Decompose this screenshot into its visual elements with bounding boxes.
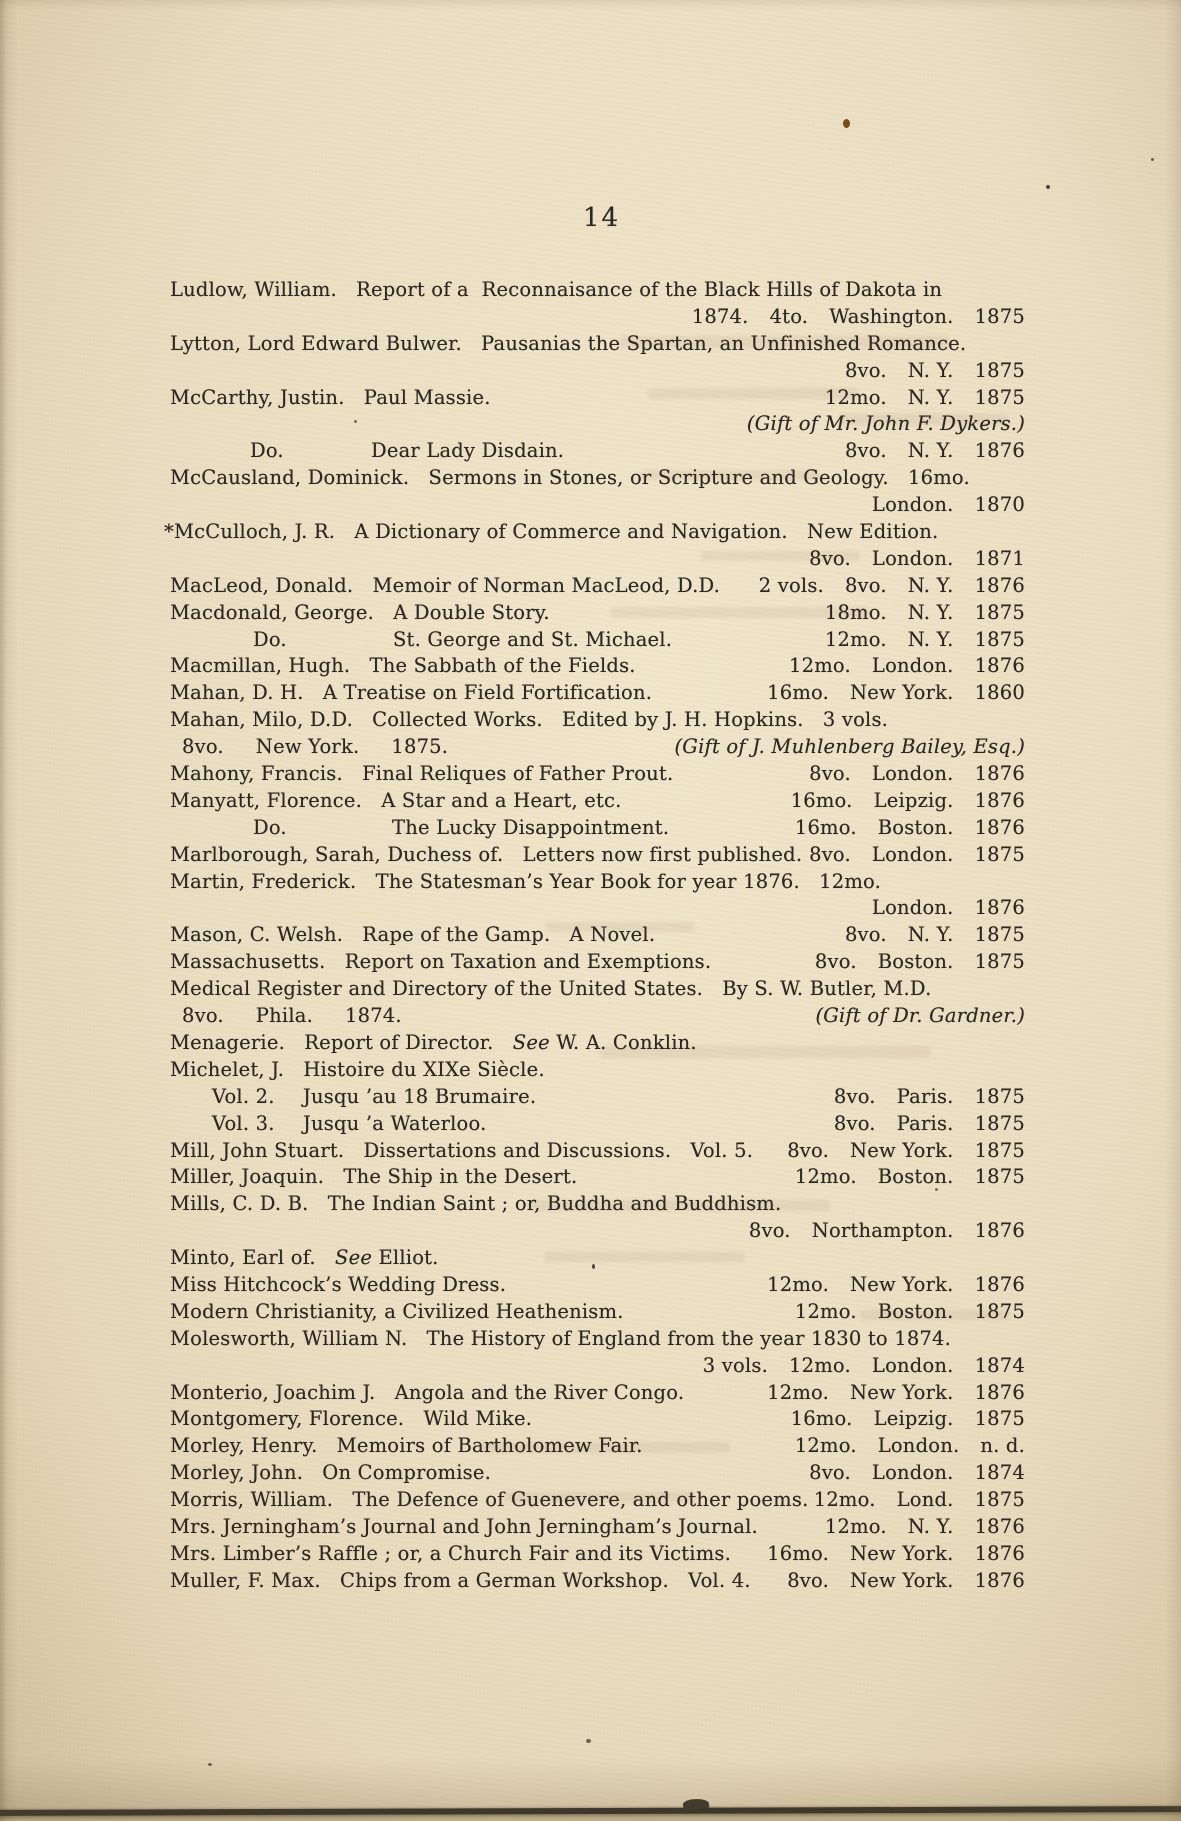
entry-col: 8vo. (787, 1138, 830, 1162)
entry-title: Dear Lady Disdain. (371, 439, 565, 463)
entry-columns (845, 923, 1025, 946)
catalog-line-1 (170, 278, 1025, 305)
entry-col: London. (871, 1461, 954, 1485)
entry-col: London. (871, 762, 954, 786)
entry-text-italic: See (512, 1030, 550, 1054)
entry-col: Boston. (877, 815, 954, 839)
entry-col: London. (871, 654, 954, 678)
entry-col: N. Y. (907, 358, 954, 382)
entry-col: 1860 (974, 681, 1025, 705)
catalog-line-17 (170, 708, 1025, 735)
entry-columns (703, 1354, 1025, 1377)
paper-speck (592, 1264, 595, 1269)
catalog-line-33 (170, 1139, 1025, 1166)
entry-col: 1876 (974, 1272, 1025, 1296)
entry-left: Mahony, Francis. Final Reliques of Father Prout. (170, 762, 674, 786)
entry-col: 3 vols. (702, 1353, 769, 1377)
catalog-line-26 (170, 950, 1025, 977)
entry-col: Leipzig. (873, 788, 954, 812)
entry-col: 1876 (974, 654, 1025, 678)
catalog-line-5 (170, 386, 1025, 413)
entry-col: (Gift of J. Muhlenberg Bailey, Esq.) (674, 735, 1025, 759)
entry-left (170, 1246, 439, 1269)
catalog-line-41 (170, 1354, 1025, 1381)
entry-col: n. d. (980, 1434, 1025, 1458)
entry-col: 8vo. (814, 950, 857, 974)
entry-col: 12mo. (767, 1272, 830, 1296)
entry-col: (Gift of Dr. Gardner.) (815, 1004, 1025, 1028)
entry-col: New York. (850, 1541, 954, 1565)
catalog-line-16 (170, 681, 1025, 708)
entry-columns (787, 1139, 1025, 1162)
paper-speck (1151, 158, 1154, 161)
entry-col: 12mo. (813, 1488, 876, 1512)
entry-columns (809, 843, 1025, 866)
entry-col: 1875 (974, 1111, 1025, 1135)
entry-col: 1875 (974, 1165, 1025, 1189)
entry-col: 8vo. (787, 1568, 830, 1592)
entry-col: Boston. (877, 1165, 954, 1189)
entry-columns (749, 1219, 1025, 1242)
entry-columns (814, 1488, 1025, 1511)
entry-left: Mahan, Milo, D.D. Collected Works. Edited by J. H. Hopkins. 3 vols. (170, 708, 889, 732)
entry-left: Medical Register and Directory of the United States. By S. W. Butler, M.D. (170, 977, 932, 1001)
entry-col: N. Y. (907, 923, 954, 947)
entry-columns (815, 950, 1025, 973)
entry-left: Do. (250, 439, 284, 463)
entry-col: 1875 (974, 627, 1025, 651)
entry-left: Do. (253, 815, 287, 839)
catalog-line-2 (170, 305, 1025, 332)
entry-col: 1876 (974, 1514, 1025, 1538)
entry-columns (791, 789, 1025, 812)
entry-columns (795, 1434, 1025, 1457)
entry-col: 1876 (974, 1380, 1025, 1404)
entry-columns (675, 735, 1026, 758)
entry-col: 1875 (974, 1138, 1025, 1162)
catalog-line-49 (170, 1569, 1025, 1596)
catalog-line-35 (170, 1192, 1025, 1219)
entry-text: W. A. Conklin. (549, 1030, 697, 1054)
entry-col: Paris. (896, 1111, 954, 1135)
entry-col: 8vo. (833, 1111, 876, 1135)
entry-col: 1875 (974, 923, 1025, 947)
entry-columns (809, 762, 1025, 785)
catalog-line-44 (170, 1434, 1025, 1461)
entry-col: 12mo. (794, 1299, 857, 1323)
entry-col: London. (871, 896, 954, 920)
entry-columns (789, 654, 1025, 677)
entry-col: London. (871, 1353, 954, 1377)
entry-col: 12mo. (824, 385, 887, 409)
catalog-line-14 (170, 628, 1025, 655)
catalog-line-39 (170, 1300, 1025, 1327)
entry-col: 1874 (974, 1461, 1025, 1485)
entry-col: 8vo. (809, 546, 851, 570)
catalog-line-37 (170, 1246, 1025, 1273)
catalog-line-12 (170, 574, 1025, 601)
entry-col: 1876 (974, 762, 1025, 786)
catalog-line-30 (170, 1058, 1025, 1085)
entry-col: Boston. (877, 1299, 954, 1323)
entry-col: Washington. (829, 304, 954, 328)
entry-left: Miss Hitchcock’s Wedding Dress. (170, 1272, 507, 1296)
entry-columns (809, 547, 1025, 570)
catalog-line-20 (170, 789, 1025, 816)
entry-columns (791, 1407, 1025, 1430)
entry-title: Jusqu ’au 18 Brumaire. (303, 1084, 537, 1108)
entry-left: MacLeod, Donald. Memoir of Norman MacLeod, D.D. (170, 573, 721, 597)
entry-col: London. (871, 493, 954, 517)
entry-left: Do. (253, 627, 287, 651)
entry-col: 1875 (974, 1299, 1025, 1323)
entry-left: *McCulloch, J. R. A Dictionary of Commerce and Navigation. New Edition. (164, 520, 939, 544)
catalog-line-9 (170, 493, 1025, 520)
entry-columns (872, 896, 1025, 919)
entry-col: 1874. (691, 304, 749, 328)
entry-col: (Gift of Mr. John F. Dykers.) (746, 412, 1025, 436)
catalog-line-24 (170, 896, 1025, 923)
entry-left: Monterio, Joachim J. Angola and the River Congo. (170, 1380, 685, 1404)
entry-left: Morley, Henry. Memoirs of Bartholomew Fair. (170, 1434, 643, 1458)
entry-left: Vol. 3. (212, 1111, 275, 1135)
entry-col: 1870 (974, 493, 1025, 517)
catalog-line-40 (170, 1327, 1025, 1354)
catalog-line-3 (170, 332, 1025, 359)
entry-col: 1875 (974, 385, 1025, 409)
entry-left: Montgomery, Florence. Wild Mike. (170, 1407, 533, 1431)
entry-col: 16mo. (767, 681, 830, 705)
entry-columns (767, 1542, 1025, 1565)
entry-columns (825, 628, 1025, 651)
catalog-line-46 (170, 1488, 1025, 1515)
entry-left: McCarthy, Justin. Paul Massie. (170, 385, 491, 409)
entry-col: 1875 (974, 358, 1025, 382)
catalog-line-19 (170, 762, 1025, 789)
entry-columns (845, 359, 1025, 382)
page-number: 14 (582, 203, 621, 233)
catalog-line-10 (164, 520, 1025, 547)
entry-col: 1876 (974, 815, 1025, 839)
entry-columns (815, 1004, 1025, 1027)
entry-col: London. (871, 842, 954, 866)
entry-left: Modern Christianity, a Civilized Heathenism. (170, 1299, 624, 1323)
entry-col: 8vo. (809, 842, 851, 866)
paper-speck (935, 1188, 938, 1191)
entry-left: Mahan, D. H. A Treatise on Field Fortification. (170, 681, 653, 705)
entry-col: 16mo. (790, 1407, 853, 1431)
entry-col: London. (877, 1434, 960, 1458)
entry-left: McCausland, Dominick. Sermons in Stones, or Scripture and Geology. 16mo. (170, 466, 970, 490)
catalog-line-47 (170, 1515, 1025, 1542)
catalog-line-11 (170, 547, 1025, 574)
entry-col: 8vo. (844, 573, 887, 597)
catalog-line-27 (170, 977, 1025, 1004)
entry-title: Jusqu ’a Waterloo. (303, 1111, 487, 1135)
entry-left: Mill, John Stuart. Dissertations and Discussions. Vol. 5. (170, 1138, 754, 1162)
entry-columns (767, 1381, 1025, 1404)
entry-col: 4to. (769, 304, 809, 328)
entry-columns (795, 1300, 1025, 1323)
entry-col: 8vo. (844, 439, 887, 463)
entry-columns (767, 681, 1025, 704)
entry-left: Muller, F. Max. Chips from a German Workshop. Vol. 4. (170, 1568, 751, 1592)
catalog-line-15 (170, 654, 1025, 681)
entry-col: 8vo. (809, 762, 851, 786)
entry-col: N. Y. (907, 1514, 954, 1538)
entry-col: 12mo. (794, 1434, 857, 1458)
catalog-line-43 (170, 1407, 1025, 1434)
entry-col: 1875 (974, 950, 1025, 974)
entry-text: Menagerie. Report of Director. (170, 1030, 513, 1054)
entry-col: 8vo. (833, 1084, 876, 1108)
entry-col: 1876 (974, 439, 1025, 463)
entry-columns (795, 816, 1025, 839)
entry-col: 12mo. (824, 1514, 887, 1538)
entry-left (170, 1031, 697, 1054)
catalog-line-23 (170, 870, 1025, 897)
entry-col: 12mo. (789, 1353, 851, 1377)
entry-columns (834, 1085, 1025, 1108)
catalog-list (164, 278, 1025, 1596)
entry-columns (825, 601, 1025, 624)
entry-left: Martin, Frederick. The Statesman’s Year Book for year 1876. 12mo. (170, 869, 882, 893)
entry-col: N. Y. (907, 600, 954, 624)
catalog-line-36 (170, 1219, 1025, 1246)
entry-columns (825, 1515, 1025, 1538)
catalog-line-22 (170, 843, 1025, 870)
entry-columns (825, 386, 1025, 409)
entry-title: St. George and St. Michael. (393, 627, 673, 651)
entry-left: 8vo. New York. 1875. (182, 735, 449, 759)
catalog-line-32 (170, 1112, 1025, 1139)
entry-left: Ludlow, William. Report of a Reconnaisance of the Black Hills of Dakota in (170, 278, 943, 301)
entry-columns (809, 1461, 1025, 1484)
entry-left: Morris, William. The Defence of Guenevere, and other poems. (170, 1488, 809, 1512)
catalog-line-13 (170, 601, 1025, 628)
entry-col: 12mo. (767, 1380, 830, 1404)
catalog-line-28 (170, 1004, 1025, 1031)
catalog-line-34 (170, 1165, 1025, 1192)
entry-columns (834, 1112, 1025, 1135)
entry-columns (872, 493, 1025, 516)
entry-col: 1876 (974, 573, 1025, 597)
entry-col: 1875 (974, 600, 1025, 624)
entry-col: New York. (850, 1568, 954, 1592)
catalog-line-31 (170, 1085, 1025, 1112)
entry-left: Vol. 2. (212, 1084, 275, 1108)
entry-columns (787, 1569, 1025, 1592)
catalog-line-8 (170, 466, 1025, 493)
entry-col: 2 vols. (758, 573, 824, 597)
paper-speck (843, 119, 850, 128)
entry-col: 1875 (974, 842, 1025, 866)
entry-col: 8vo. (844, 923, 887, 947)
entry-columns (767, 1273, 1025, 1296)
catalog-line-7 (170, 439, 1025, 466)
paper-speck (1046, 185, 1050, 189)
catalog-line-18 (170, 735, 1025, 762)
catalog-line-21 (170, 816, 1025, 843)
entry-text: Elliot. (372, 1246, 439, 1270)
entry-col: 1876 (974, 788, 1025, 812)
entry-columns (845, 439, 1025, 462)
entry-left: 8vo. Phila. 1874. (182, 1004, 402, 1028)
entry-col: 1876 (974, 896, 1025, 920)
entry-col: 12mo. (824, 627, 887, 651)
entry-left: Marlborough, Sarah, Duchess of. Letters now first published. (170, 842, 803, 866)
entry-col: New York. (850, 1138, 954, 1162)
entry-col: New York. (850, 1272, 954, 1296)
entry-title: The Lucky Disappointment. (392, 815, 670, 839)
entry-left: Mills, C. D. B. The Indian Saint ; or, Buddha and Buddhism. (170, 1192, 782, 1216)
entry-col: 8vo. (844, 358, 887, 382)
entry-left: Molesworth, William N. The History of England from the year 1830 to 1874. (170, 1326, 952, 1350)
entry-left: Manyatt, Florence. A Star and a Heart, etc. (170, 788, 622, 812)
entry-left: Macdonald, George. A Double Story. (170, 600, 550, 624)
entry-col: 1875 (974, 1084, 1025, 1108)
entry-col: London. (871, 546, 954, 570)
catalog-line-4 (170, 359, 1025, 386)
entry-left: Mrs. Limber’s Raffle ; or, a Church Fair and its Victims. (170, 1541, 732, 1565)
entry-col: Paris. (896, 1084, 954, 1108)
entry-col: N. Y. (907, 627, 954, 651)
entry-left: Morley, John. On Compromise. (170, 1461, 492, 1485)
catalog-line-25 (170, 923, 1025, 950)
entry-columns (795, 1165, 1025, 1188)
paper-speck (208, 1763, 212, 1766)
entry-col: 1876 (974, 1568, 1025, 1592)
entry-col: 16mo. (790, 788, 853, 812)
catalog-line-45 (170, 1461, 1025, 1488)
entry-col: Northampton. (811, 1219, 954, 1243)
entry-col: 1875 (974, 304, 1025, 328)
entry-left: Mason, C. Welsh. Rape of the Gamp. A Novel. (170, 923, 656, 947)
entry-text: Minto, Earl of. (170, 1246, 336, 1270)
catalog-line-48 (170, 1542, 1025, 1569)
entry-col: 8vo. (748, 1219, 791, 1243)
entry-col: 16mo. (767, 1541, 830, 1565)
entry-left: Mrs. Jerningham’s Journal and John Jerningham’s Journal. (170, 1514, 758, 1538)
entry-col: New York. (850, 681, 954, 705)
catalog-line-6 (170, 412, 1025, 439)
entry-col: 1874 (974, 1353, 1025, 1377)
entry-left: Miller, Joaquin. The Ship in the Desert. (170, 1165, 578, 1189)
paper-speck (586, 1739, 591, 1743)
entry-col: 16mo. (794, 815, 857, 839)
entry-text-italic: See (335, 1246, 373, 1270)
catalog-line-29 (170, 1031, 1025, 1058)
entry-col: 1875 (974, 1407, 1025, 1431)
entry-left: Massachusetts. Report on Taxation and Exemptions. (170, 950, 712, 974)
entry-columns (759, 574, 1025, 597)
entry-col: 12mo. (794, 1165, 857, 1189)
entry-col: 8vo. (809, 1461, 851, 1485)
entry-col: Leipzig. (873, 1407, 954, 1431)
entry-col: N. Y. (907, 385, 954, 409)
catalog-line-42 (170, 1381, 1025, 1408)
entry-col: Lond. (896, 1488, 954, 1512)
entry-left: Michelet, J. Histoire du XIXe Siècle. (170, 1057, 545, 1081)
entry-left: Lytton, Lord Edward Bulwer. Pausanias the Spartan, an Unfinished Romance. (170, 331, 967, 355)
entry-col: 18mo. (824, 600, 887, 624)
entry-col: 12mo. (789, 654, 851, 678)
entry-col: 1876 (974, 1219, 1025, 1243)
entry-col: 1876 (974, 1541, 1025, 1565)
entry-columns (747, 412, 1025, 435)
entry-col: N. Y. (907, 439, 954, 463)
entry-col: 1871 (974, 546, 1025, 570)
entry-left: Macmillan, Hugh. The Sabbath of the Fields. (170, 654, 636, 678)
catalog-line-38 (170, 1273, 1025, 1300)
entry-col: N. Y. (907, 573, 954, 597)
paper-speck (354, 420, 357, 423)
entry-col: New York. (850, 1380, 954, 1404)
entry-columns (692, 305, 1025, 328)
entry-col: Boston. (877, 950, 954, 974)
entry-col: 1875 (974, 1488, 1025, 1512)
